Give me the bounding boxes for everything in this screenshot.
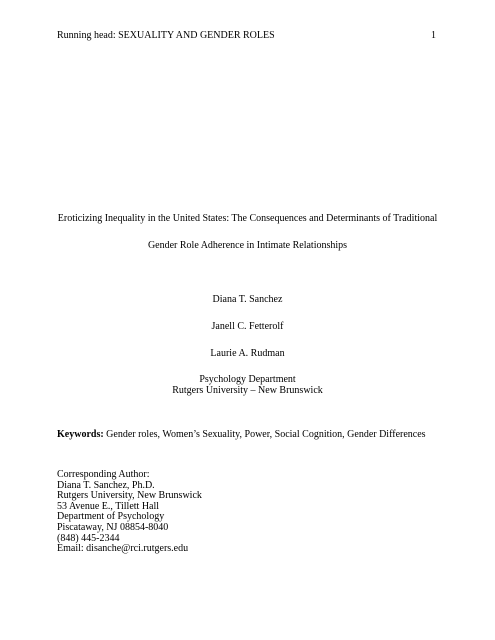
keywords-label: Keywords: — [57, 429, 104, 440]
corresponding-email: Email: disanche@rci.rutgers.edu — [57, 543, 189, 555]
paper-title-line-2: Gender Role Adherence in Intimate Relationships — [147, 240, 348, 251]
corresponding-street: 53 Avenue E., Tillett Hall — [57, 500, 160, 512]
running-head: Running head: SEXUALITY AND GENDER ROLES — [57, 30, 275, 41]
corresponding-city: Piscataway, NJ 08854-8040 — [57, 521, 169, 533]
paper-title-line-1: Eroticizing Inequality in the United States: The Consequences and Determinants of Traditional — [57, 213, 438, 224]
author-2: Janell C. Fetterolf — [211, 321, 284, 332]
keywords-text: Gender roles, Women’s Sexuality, Power, Social Cognition, Gender Differences — [106, 429, 426, 440]
corresponding-author-block — [57, 470, 202, 555]
corresponding-name: Diana T. Sanchez, Ph.D. — [57, 479, 155, 491]
keywords-line — [57, 430, 426, 440]
corresponding-phone: (848) 445-2344 — [57, 532, 120, 544]
author-1: Diana T. Sanchez — [212, 294, 283, 305]
author-3: Laurie A. Rudman — [210, 348, 285, 359]
corresponding-department: Department of Psychology — [57, 511, 165, 523]
affiliation-university: Rutgers University – New Brunswick — [172, 385, 323, 396]
corresponding-institution: Rutgers University, New Brunswick — [57, 490, 202, 502]
affiliation-department: Psychology Department — [199, 374, 296, 385]
page-number: 1 — [431, 30, 436, 41]
corresponding-heading: Corresponding Author: — [57, 469, 150, 480]
